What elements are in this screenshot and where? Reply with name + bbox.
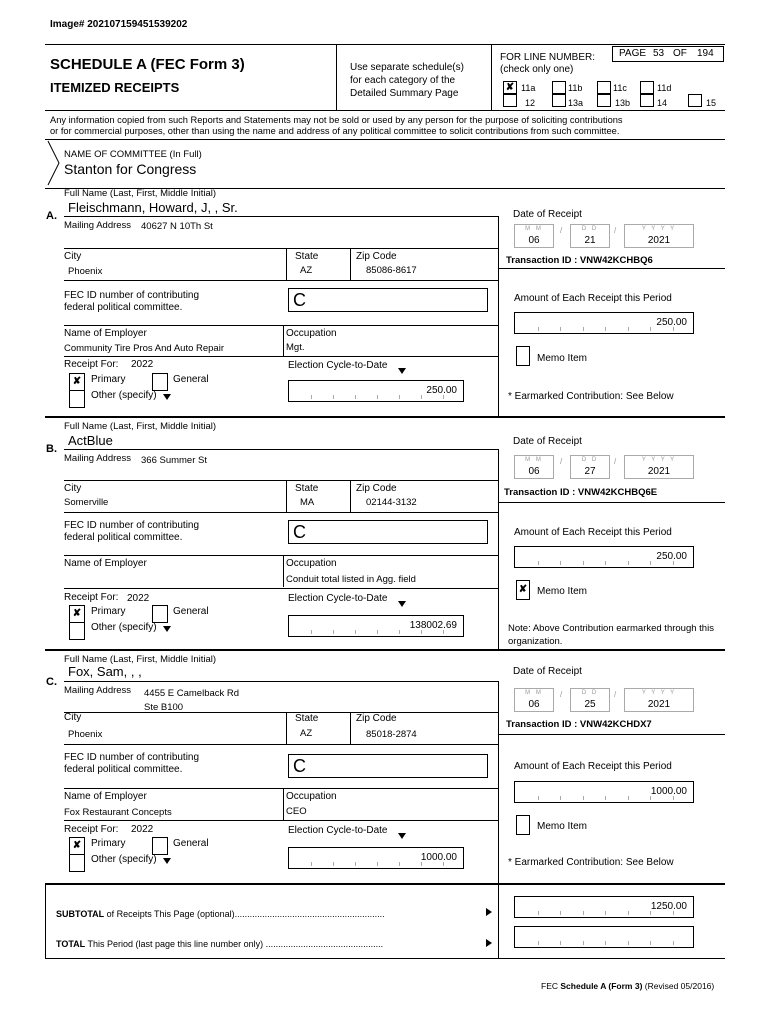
state: AZ	[300, 728, 313, 739]
amount-tick	[560, 561, 561, 565]
receipt-day: 21	[584, 235, 596, 246]
city-label: City	[64, 251, 82, 262]
notice-line-2: or for commercial purposes, other than using the name and address of any political committee to solicit contributions from such committee.	[50, 126, 620, 136]
mailing-address-label: Mailing Address	[64, 685, 132, 696]
address-line-2: Ste B100	[144, 702, 184, 713]
for-line-label: FOR LINE NUMBER:	[500, 52, 596, 63]
line-13b-label: 13b	[615, 98, 631, 108]
occupation: CEO	[286, 806, 307, 817]
amount-tick	[605, 911, 606, 915]
receipt-year-field[interactable]: Y Y Y Y 2021	[624, 688, 694, 712]
address-line-1: 4455 E Camelback Rd	[144, 688, 240, 699]
amount-tick	[399, 630, 400, 634]
amount-tick	[673, 796, 674, 800]
amount-tick	[560, 941, 561, 945]
instructions-3: Detailed Summary Page	[350, 88, 459, 99]
amount-tick	[399, 395, 400, 399]
election-cycle-dropdown-icon[interactable]	[398, 833, 406, 839]
amount-label: Amount of Each Receipt this Period	[514, 527, 672, 538]
fec-id-field[interactable]: C	[288, 288, 488, 312]
city-label: City	[64, 483, 82, 494]
amount-tick	[673, 327, 674, 331]
amount-tick	[443, 395, 444, 399]
amount-tick	[333, 630, 334, 634]
receipt-amount-field[interactable]	[514, 781, 694, 803]
receipt-day: 27	[584, 466, 596, 477]
line-14-checkbox[interactable]	[640, 94, 654, 107]
line-11c-label: 11c	[613, 83, 627, 93]
amount-label: Amount of Each Receipt this Period	[514, 293, 672, 304]
line-13a-checkbox[interactable]	[552, 94, 566, 107]
entry-note-line-2: organization.	[508, 636, 563, 647]
employer: Fox Restaurant Concepts	[64, 807, 172, 818]
general-checkbox[interactable]	[152, 605, 168, 623]
committee-label: NAME OF COMMITTEE (In Full)	[64, 149, 202, 160]
amount-tick	[583, 941, 584, 945]
amount-tick	[311, 395, 312, 399]
receipt-for-label: Receipt For:	[64, 824, 119, 835]
receipt-amount-field[interactable]	[514, 312, 694, 334]
fec-id-label-1: FEC ID number of contributing	[64, 290, 200, 301]
employer-label: Name of Employer	[64, 328, 147, 339]
amount-tick	[443, 862, 444, 866]
receipt-day-field[interactable]: D D 27	[570, 455, 610, 479]
amount-tick	[377, 395, 378, 399]
aggregate-amount: 250.00	[426, 385, 457, 396]
transaction-id: Transaction ID : VNW42KCHBQ6	[506, 255, 653, 266]
amount-tick	[355, 395, 356, 399]
mailing-address-label: Mailing Address	[64, 453, 132, 464]
zip-label: Zip Code	[356, 713, 397, 724]
image-id: Image# 202107159451539202	[50, 19, 188, 30]
address-line-1: 366 Summer St	[141, 455, 207, 466]
line-14-label: 14	[657, 98, 668, 108]
amount-tick	[538, 796, 539, 800]
form-title: SCHEDULE A (FEC Form 3)	[50, 56, 245, 73]
entry-note: * Earmarked Contribution: See Below	[508, 857, 674, 868]
fec-id-label-2: federal political committee.	[64, 302, 183, 313]
amount-tick	[650, 796, 651, 800]
amount-tick	[333, 862, 334, 866]
committee-name: Stanton for Congress	[64, 161, 197, 177]
state-label: State	[295, 713, 319, 724]
receipt-day-field[interactable]: D D 21	[570, 224, 610, 248]
other-checkbox[interactable]	[69, 622, 85, 640]
line-13a-label: 13a	[568, 98, 584, 108]
amount-tick	[538, 561, 539, 565]
amount-label: Amount of Each Receipt this Period	[514, 761, 672, 772]
amount-tick	[650, 327, 651, 331]
amount-tick	[605, 941, 606, 945]
line-11b-label: 11b	[568, 83, 583, 93]
amount-tick	[560, 796, 561, 800]
receipt-month-field[interactable]: M M 06	[514, 455, 554, 479]
receipt-for-label: Receipt For:	[64, 359, 119, 370]
employer-label: Name of Employer	[64, 558, 147, 569]
receipt-day: 25	[584, 699, 596, 710]
line-11d-checkbox[interactable]	[640, 81, 654, 94]
instructions-1: Use separate schedule(s)	[350, 62, 464, 73]
primary-label: Primary	[91, 838, 126, 849]
amount-tick	[421, 630, 422, 634]
state-label: State	[295, 251, 319, 262]
full-name-label: Full Name (Last, First, Middle Initial)	[64, 188, 217, 199]
occupation-note: Conduit total listed in Agg. field	[286, 574, 416, 585]
line-11d-label: 11d	[657, 83, 672, 93]
line-11b-checkbox[interactable]	[552, 81, 566, 94]
total-amount-field[interactable]	[514, 926, 694, 948]
amount-tick	[538, 327, 539, 331]
amount-tick	[628, 796, 629, 800]
amount-tick	[333, 395, 334, 399]
amount-tick	[538, 941, 539, 945]
receipt-month: 06	[528, 699, 540, 710]
memo-checkbox[interactable]	[516, 346, 530, 366]
contributor-name: ActBlue	[68, 433, 113, 448]
election-cycle-dropdown-icon[interactable]	[398, 601, 406, 607]
aggregate-amount: 1000.00	[420, 852, 457, 863]
receipt-for-label: Receipt For:	[64, 592, 119, 603]
footer: FEC Schedule A (Form 3) (Revised 05/2016)	[541, 981, 715, 991]
amount-tick	[605, 327, 606, 331]
amount-tick	[583, 327, 584, 331]
amount-tick	[605, 796, 606, 800]
line-11a-label: 11a	[521, 83, 536, 93]
entry-letter: B.	[46, 443, 57, 455]
transaction-id: Transaction ID : VNW42KCHDX7	[506, 719, 652, 730]
receipt-month-field[interactable]: M M 06	[514, 224, 554, 248]
occupation: Mgt.	[286, 342, 305, 353]
state-label: State	[295, 483, 319, 494]
primary-label: Primary	[91, 374, 126, 385]
amount-tick	[628, 911, 629, 915]
notice-line-1: Any information copied from such Reports and Statements may not be sold or used by any person for the purpose of soliciting contributions	[50, 115, 623, 125]
page-label: PAGE	[619, 48, 647, 59]
line-12-checkbox[interactable]	[503, 94, 517, 107]
aggregate-amount-field[interactable]	[288, 380, 464, 402]
memo-label: Memo Item	[537, 586, 588, 597]
total-arrow-icon	[486, 939, 492, 947]
page-total: 194	[697, 48, 714, 59]
aggregate-amount-field[interactable]	[288, 847, 464, 869]
amount-tick	[311, 862, 312, 866]
occupation-label: Occupation	[286, 558, 337, 569]
fec-id-label-2: federal political committee.	[64, 532, 183, 543]
zip: 85086-8617	[366, 265, 417, 276]
memo-checkbox[interactable]	[516, 815, 530, 835]
other-checkbox[interactable]	[69, 390, 85, 408]
zip: 02144-3132	[366, 497, 417, 508]
primary-checkbox[interactable]: ✘	[69, 373, 85, 391]
amount-tick	[377, 862, 378, 866]
address-line-1: 40627 N 10Th St	[141, 221, 213, 232]
line-13b-checkbox[interactable]	[597, 94, 611, 107]
contributor-name: Fleischmann, Howard, J, , Sr.	[68, 200, 238, 215]
receipt-amount: 250.00	[656, 551, 687, 562]
general-label: General	[173, 838, 209, 849]
entry-letter: A.	[46, 210, 57, 222]
page-number: 53	[653, 48, 665, 59]
full-name-label: Full Name (Last, First, Middle Initial)	[64, 421, 217, 432]
committee-bracket	[45, 139, 65, 187]
receipt-year: 2022	[131, 824, 154, 835]
receipt-day-field[interactable]: D D 25	[570, 688, 610, 712]
other-label: Other (specify)	[91, 622, 157, 633]
total-label: TOTAL This Period (last page this line number only) ...............................................	[56, 939, 384, 949]
employer: Community Tire Pros And Auto Repair	[64, 343, 224, 354]
amount-tick	[628, 561, 629, 565]
amount-tick	[421, 395, 422, 399]
memo-label: Memo Item	[537, 353, 588, 364]
city: Somerville	[64, 497, 109, 508]
receipt-year: 2022	[127, 593, 150, 604]
amount-tick	[560, 327, 561, 331]
receipt-year-value: 2021	[647, 466, 671, 477]
receipt-amount: 1000.00	[650, 786, 687, 797]
receipt-month: 06	[528, 235, 540, 246]
amount-tick	[650, 941, 651, 945]
amount-tick	[605, 561, 606, 565]
amount-tick	[583, 911, 584, 915]
receipt-year-value: 2021	[647, 235, 671, 246]
receipt-month: 06	[528, 466, 540, 477]
amount-tick	[399, 862, 400, 866]
other-dropdown-icon[interactable]	[163, 394, 171, 400]
amount-tick	[311, 630, 312, 634]
subtotal-label: SUBTOTAL of Receipts This Page (optional)............................................................	[56, 909, 385, 919]
general-checkbox[interactable]	[152, 837, 168, 855]
election-cycle-label: Election Cycle-to-Date	[288, 360, 388, 371]
city: Phoenix	[68, 266, 103, 277]
receipt-year-field[interactable]: Y Y Y Y 2021	[624, 455, 694, 479]
aggregate-amount-field[interactable]	[288, 615, 464, 637]
line-11c-checkbox[interactable]	[597, 81, 611, 94]
page-box	[612, 46, 724, 62]
amount-tick	[377, 630, 378, 634]
amount-tick	[355, 862, 356, 866]
fec-id-label-2: federal political committee.	[64, 764, 183, 775]
fec-id-field[interactable]: C	[288, 754, 488, 778]
amount-tick	[673, 941, 674, 945]
line-12-label: 12	[525, 98, 536, 108]
check-only-one: (check only one)	[500, 64, 574, 75]
fec-id-label-1: FEC ID number of contributing	[64, 752, 200, 763]
date-of-receipt-label: Date of Receipt	[513, 666, 582, 677]
other-label: Other (specify)	[91, 390, 157, 401]
amount-tick	[628, 327, 629, 331]
election-cycle-label: Election Cycle-to-Date	[288, 593, 388, 604]
form-subtitle: ITEMIZED RECEIPTS	[50, 80, 180, 95]
amount-tick	[650, 911, 651, 915]
general-label: General	[173, 374, 209, 385]
general-checkbox[interactable]	[152, 373, 168, 391]
zip-label: Zip Code	[356, 251, 397, 262]
memo-checkbox[interactable]: ✘	[516, 580, 530, 600]
state: MA	[300, 497, 315, 508]
amount-tick	[650, 561, 651, 565]
other-dropdown-icon[interactable]	[163, 858, 171, 864]
receipt-year-field[interactable]: Y Y Y Y 2021	[624, 224, 694, 248]
amount-tick	[355, 630, 356, 634]
employer-label: Name of Employer	[64, 791, 147, 802]
general-label: General	[173, 606, 209, 617]
other-dropdown-icon[interactable]	[163, 626, 171, 632]
occupation-label: Occupation	[286, 791, 337, 802]
line-11a-checkbox[interactable]: ✘	[503, 81, 517, 94]
amount-tick	[538, 911, 539, 915]
transaction-id: Transaction ID : VNW42KCHBQ6E	[504, 487, 658, 498]
receipt-amount: 250.00	[656, 317, 687, 328]
receipt-month-field[interactable]: M M 06	[514, 688, 554, 712]
mailing-address-label: Mailing Address	[64, 220, 132, 231]
receipt-amount-field[interactable]	[514, 546, 694, 568]
full-name-label: Full Name (Last, First, Middle Initial)	[64, 654, 217, 665]
amount-tick	[583, 561, 584, 565]
entry-letter: C.	[46, 676, 57, 688]
primary-checkbox[interactable]: ✘	[69, 837, 85, 855]
entry-note: * Earmarked Contribution: See Below	[508, 391, 674, 402]
primary-checkbox[interactable]: ✘	[69, 605, 85, 623]
aggregate-amount: 138002.69	[409, 620, 457, 631]
instructions-2: for each category of the	[350, 75, 456, 86]
subtotal-arrow-icon	[486, 908, 492, 916]
city: Phoenix	[68, 729, 103, 740]
amount-tick	[628, 941, 629, 945]
amount-tick	[421, 862, 422, 866]
other-label: Other (specify)	[91, 854, 157, 865]
date-of-receipt-label: Date of Receipt	[513, 209, 582, 220]
zip: 85018-2874	[366, 729, 417, 740]
amount-tick	[673, 561, 674, 565]
subtotal-amount-field[interactable]	[514, 896, 694, 918]
fec-id-field[interactable]: C	[288, 520, 488, 544]
zip-label: Zip Code	[356, 483, 397, 494]
city-label: City	[64, 712, 82, 723]
contributor-name: Fox, Sam, , ,	[68, 664, 142, 679]
entry-note: Note: Above Contribution earmarked through this	[508, 623, 714, 634]
amount-tick	[583, 796, 584, 800]
state: AZ	[300, 265, 313, 276]
election-cycle-dropdown-icon[interactable]	[398, 368, 406, 374]
line-15-label: 15	[706, 98, 717, 108]
amount-tick	[443, 630, 444, 634]
occupation-label: Occupation	[286, 328, 337, 339]
memo-label: Memo Item	[537, 821, 588, 832]
election-cycle-label: Election Cycle-to-Date	[288, 825, 388, 836]
of-label: OF	[673, 48, 687, 59]
primary-label: Primary	[91, 606, 126, 617]
receipt-year: 2022	[131, 359, 154, 370]
amount-tick	[560, 911, 561, 915]
other-checkbox[interactable]	[69, 854, 85, 872]
subtotal-amount: 1250.00	[650, 901, 687, 912]
date-of-receipt-label: Date of Receipt	[513, 436, 582, 447]
fec-id-label-1: FEC ID number of contributing	[64, 520, 200, 531]
line-15-checkbox[interactable]	[688, 94, 702, 107]
receipt-year-value: 2021	[647, 699, 671, 710]
amount-tick	[673, 911, 674, 915]
